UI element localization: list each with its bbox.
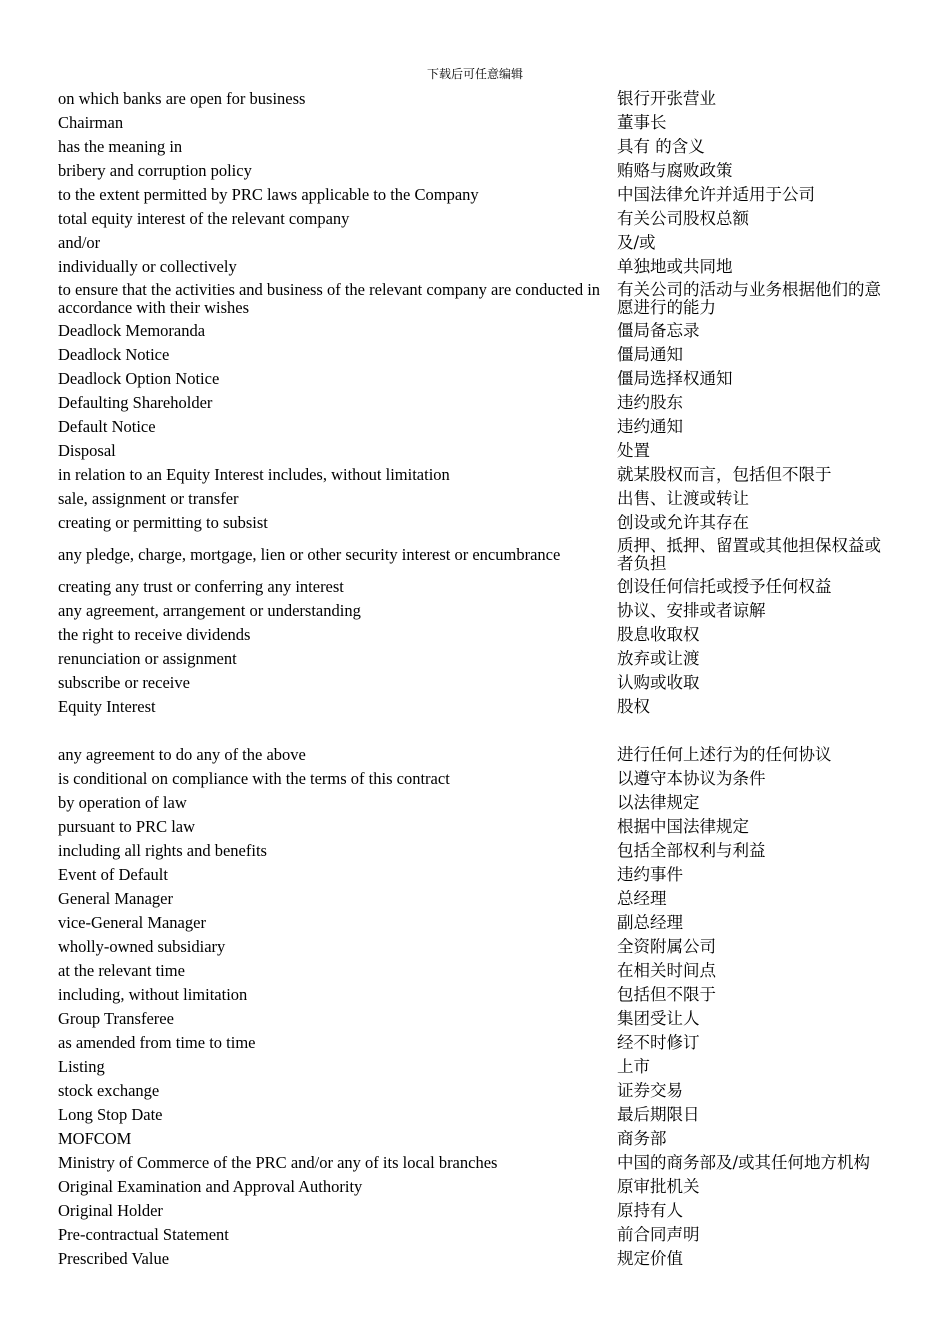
glossary-row — [55, 1151, 895, 1175]
glossary-row — [55, 1103, 895, 1127]
glossary-row — [55, 1127, 895, 1151]
chinese-term: 有关公司股权总额 — [617, 209, 749, 228]
glossary-row — [55, 1247, 895, 1271]
glossary-row — [55, 791, 895, 815]
chinese-term: 股权 — [617, 697, 650, 716]
glossary-row — [55, 983, 895, 1007]
english-term: Defaulting Shareholder — [58, 393, 213, 412]
glossary-row — [55, 935, 895, 959]
english-term: subscribe or receive — [58, 673, 190, 692]
glossary-row — [55, 575, 895, 599]
english-term: creating any trust or conferring any interest — [58, 577, 344, 596]
english-term: Long Stop Date — [58, 1105, 163, 1124]
glossary-row — [55, 623, 895, 647]
chinese-term: 违约股东 — [617, 393, 683, 412]
chinese-term: 原审批机关 — [617, 1177, 700, 1196]
glossary-table — [55, 87, 895, 1271]
glossary-row — [55, 959, 895, 983]
english-term: Pre-contractual Statement — [58, 1225, 229, 1244]
chinese-term: 具有 的含义 — [617, 137, 705, 156]
chinese-term: 全资附属公司 — [617, 937, 716, 956]
glossary-row — [55, 183, 895, 207]
glossary-row — [55, 391, 895, 415]
english-term: by operation of law — [58, 793, 187, 812]
blank-row — [55, 719, 895, 743]
english-term: sale, assignment or transfer — [58, 489, 239, 508]
chinese-term: 中国法律允许并适用于公司 — [617, 185, 815, 204]
english-term: pursuant to PRC law — [58, 817, 196, 836]
chinese-term: 僵局备忘录 — [617, 321, 700, 340]
chinese-term: 协议、安排或者谅解 — [617, 601, 766, 620]
chinese-term: 证券交易 — [617, 1081, 683, 1100]
chinese-term: 违约事件 — [617, 865, 683, 884]
english-term: has the meaning in — [58, 137, 183, 156]
chinese-term: 质押、抵押、留置或其他担保权益或者负担 — [617, 536, 881, 573]
english-term: MOFCOM — [58, 1129, 132, 1148]
chinese-term: 股息收取权 — [617, 625, 700, 644]
chinese-term: 放弃或让渡 — [617, 649, 700, 668]
chinese-term: 根据中国法律规定 — [617, 817, 749, 836]
chinese-term: 商务部 — [617, 1129, 667, 1148]
chinese-term: 副总经理 — [617, 913, 683, 932]
chinese-term: 就某股权而言，包括但不限于 — [617, 465, 832, 484]
chinese-term: 创设任何信托或授予任何权益 — [617, 577, 832, 596]
english-term: Default Notice — [58, 417, 156, 436]
english-term: bribery and corruption policy — [58, 161, 252, 180]
english-term: Deadlock Option Notice — [58, 369, 220, 388]
english-term: stock exchange — [58, 1081, 160, 1100]
english-term: the right to receive dividends — [58, 625, 251, 644]
chinese-term: 总经理 — [617, 889, 667, 908]
chinese-term — [617, 719, 895, 743]
glossary-row — [55, 887, 895, 911]
english-term: General Manager — [58, 889, 173, 908]
glossary-row — [55, 231, 895, 255]
glossary-row — [55, 1175, 895, 1199]
glossary-body — [55, 87, 895, 1271]
glossary-row — [55, 255, 895, 279]
chinese-term: 创设或允许其存在 — [617, 513, 749, 532]
chinese-term: 规定价值 — [617, 1249, 683, 1268]
english-term: total equity interest of the relevant company — [58, 209, 350, 228]
chinese-term: 认购或收取 — [617, 673, 700, 692]
glossary-row — [55, 767, 895, 791]
english-term: as amended from time to time — [58, 1033, 256, 1052]
glossary-row — [55, 415, 895, 439]
glossary-row — [55, 839, 895, 863]
english-term: Deadlock Notice — [58, 345, 170, 364]
glossary-row — [55, 1007, 895, 1031]
chinese-term: 包括但不限于 — [617, 985, 716, 1004]
chinese-term: 前合同声明 — [617, 1225, 700, 1244]
chinese-term: 集团受让人 — [617, 1009, 700, 1028]
english-term: to ensure that the activities and business of the relevant company are conducted in accordance with their wishes — [58, 280, 601, 317]
english-term: Group Transferee — [58, 1009, 174, 1028]
english-term: Original Examination and Approval Authority — [58, 1177, 363, 1196]
glossary-row — [55, 647, 895, 671]
english-term — [55, 719, 617, 743]
chinese-term: 以法律规定 — [617, 793, 700, 812]
english-term: including, without limitation — [58, 985, 248, 1004]
chinese-term: 出售、让渡或转让 — [617, 489, 749, 508]
english-term: Ministry of Commerce of the PRC and/or any of its local branches — [58, 1153, 498, 1172]
english-term: Original Holder — [58, 1201, 163, 1220]
english-term: including all rights and benefits — [58, 841, 267, 860]
chinese-term: 处置 — [617, 441, 650, 460]
glossary-row — [55, 1223, 895, 1247]
english-term: wholly-owned subsidiary — [58, 937, 226, 956]
glossary-row — [55, 599, 895, 623]
english-term: on which banks are open for business — [58, 89, 306, 108]
chinese-term: 僵局选择权通知 — [617, 369, 733, 388]
english-term: Disposal — [58, 441, 116, 460]
chinese-term: 有关公司的活动与业务根据他们的意愿进行的能力 — [617, 280, 881, 317]
english-term: renunciation or assignment — [58, 649, 237, 668]
glossary-row — [55, 367, 895, 391]
glossary-row — [55, 207, 895, 231]
glossary-row — [55, 487, 895, 511]
chinese-term: 中国的商务部及/或其任何地方机构 — [617, 1153, 871, 1172]
english-term: Chairman — [58, 113, 124, 132]
chinese-term: 在相关时间点 — [617, 961, 716, 980]
chinese-term: 经不时修订 — [617, 1033, 700, 1052]
english-term: is conditional on compliance with the terms of this contract — [58, 769, 450, 788]
glossary-row — [55, 319, 895, 343]
glossary-row — [55, 695, 895, 719]
english-term: any pledge, charge, mortgage, lien or other security interest or encumbrance — [58, 545, 561, 564]
glossary-row — [55, 535, 895, 575]
english-term: Listing — [58, 1057, 105, 1076]
glossary-row — [55, 671, 895, 695]
glossary-row — [55, 135, 895, 159]
chinese-term: 银行开张营业 — [617, 89, 716, 108]
glossary-row — [55, 511, 895, 535]
chinese-term: 董事长 — [617, 113, 667, 132]
glossary-row — [55, 87, 895, 111]
glossary-row — [55, 863, 895, 887]
chinese-term: 以遵守本协议为条件 — [617, 769, 766, 788]
glossary-row — [55, 815, 895, 839]
english-term: in relation to an Equity Interest includes, without limitation — [58, 465, 450, 484]
english-term: Prescribed Value — [58, 1249, 170, 1268]
chinese-term: 原持有人 — [617, 1201, 683, 1220]
english-term: at the relevant time — [58, 961, 185, 980]
english-term: individually or collectively — [58, 257, 237, 276]
chinese-term: 及/或 — [617, 233, 656, 252]
chinese-term: 僵局通知 — [617, 345, 683, 364]
chinese-term: 单独地或共同地 — [617, 257, 733, 276]
glossary-row — [55, 343, 895, 367]
glossary-row — [55, 463, 895, 487]
chinese-term: 上市 — [617, 1057, 650, 1076]
english-term: vice-General Manager — [58, 913, 206, 932]
glossary-row — [55, 1199, 895, 1223]
english-term: Event of Default — [58, 865, 168, 884]
chinese-term: 包括全部权利与利益 — [617, 841, 766, 860]
glossary-row — [55, 1079, 895, 1103]
glossary-row — [55, 743, 895, 767]
glossary-row — [55, 1055, 895, 1079]
english-term: Deadlock Memoranda — [58, 321, 206, 340]
english-term: and/or — [58, 233, 101, 252]
english-term: any agreement, arrangement or understanding — [58, 601, 361, 620]
page-header-note: 下载后可任意编辑 — [426, 67, 523, 81]
chinese-term: 违约通知 — [617, 417, 683, 436]
english-term: creating or permitting to subsist — [58, 513, 268, 532]
glossary-row — [55, 279, 895, 319]
chinese-term: 贿赂与腐败政策 — [617, 161, 733, 180]
glossary-row — [55, 159, 895, 183]
english-term: any agreement to do any of the above — [58, 745, 306, 764]
glossary-row — [55, 111, 895, 135]
glossary-row — [55, 1031, 895, 1055]
glossary-row — [55, 911, 895, 935]
chinese-term: 进行任何上述行为的任何协议 — [617, 745, 832, 764]
english-term: to the extent permitted by PRC laws applicable to the Company — [58, 185, 479, 204]
glossary-row — [55, 439, 895, 463]
english-term: Equity Interest — [58, 697, 156, 716]
chinese-term: 最后期限日 — [617, 1105, 700, 1124]
